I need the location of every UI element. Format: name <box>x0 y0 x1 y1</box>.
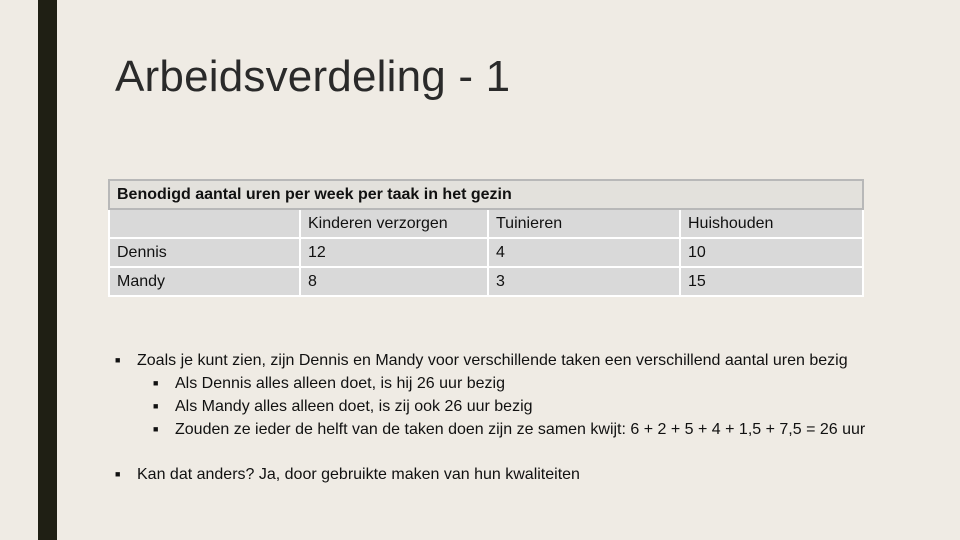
list-item <box>115 396 955 419</box>
table-header-row <box>109 209 863 238</box>
bullet-text: Zouden ze ieder de helft van de taken doen zijn ze samen kwijt: 6 + 2 + 5 + 4 + 1,5 + 7,5 = 26 uur <box>175 421 866 438</box>
header-cell-empty <box>109 209 300 238</box>
list-item <box>115 350 955 373</box>
bullet-text: Als Mandy alles alleen doet, is zij ook 26 uur bezig <box>175 398 533 415</box>
bullet-list <box>115 350 955 487</box>
table-caption-row <box>109 180 863 209</box>
value-cell: 15 <box>680 267 863 296</box>
bullet-text: Als Dennis alles alleen doet, is hij 26 uur bezig <box>175 375 505 392</box>
table-row <box>109 267 863 296</box>
table-row <box>109 238 863 267</box>
table-caption: Benodigd aantal uren per week per taak in het gezin <box>109 180 863 209</box>
square-bullet-icon: ■ <box>153 378 159 388</box>
value-cell: 8 <box>300 267 488 296</box>
list-item <box>115 373 955 396</box>
square-bullet-icon: ■ <box>115 355 121 365</box>
value-cell: 10 <box>680 238 863 267</box>
list-item <box>115 419 955 442</box>
square-bullet-icon: ■ <box>153 401 159 411</box>
square-bullet-icon: ■ <box>115 469 121 479</box>
bullet-text: Zoals je kunt zien, zijn Dennis en Mandy voor verschillende taken een verschillend aantal uren bezig <box>137 352 848 369</box>
row-name-cell: Mandy <box>109 267 300 296</box>
hours-table <box>108 179 864 297</box>
row-name-cell: Dennis <box>109 238 300 267</box>
header-cell-huishouden: Huishouden <box>680 209 863 238</box>
bullet-text: Kan dat anders? Ja, door gebruikte maken van hun kwaliteiten <box>137 466 580 483</box>
square-bullet-icon: ■ <box>153 424 159 434</box>
list-item <box>115 464 955 487</box>
value-cell: 12 <box>300 238 488 267</box>
value-cell: 3 <box>488 267 680 296</box>
side-accent-bar <box>38 0 57 540</box>
header-cell-kinderen: Kinderen verzorgen <box>300 209 488 238</box>
value-cell: 4 <box>488 238 680 267</box>
slide-title: Arbeidsverdeling - 1 <box>115 52 511 101</box>
header-cell-tuinieren: Tuinieren <box>488 209 680 238</box>
